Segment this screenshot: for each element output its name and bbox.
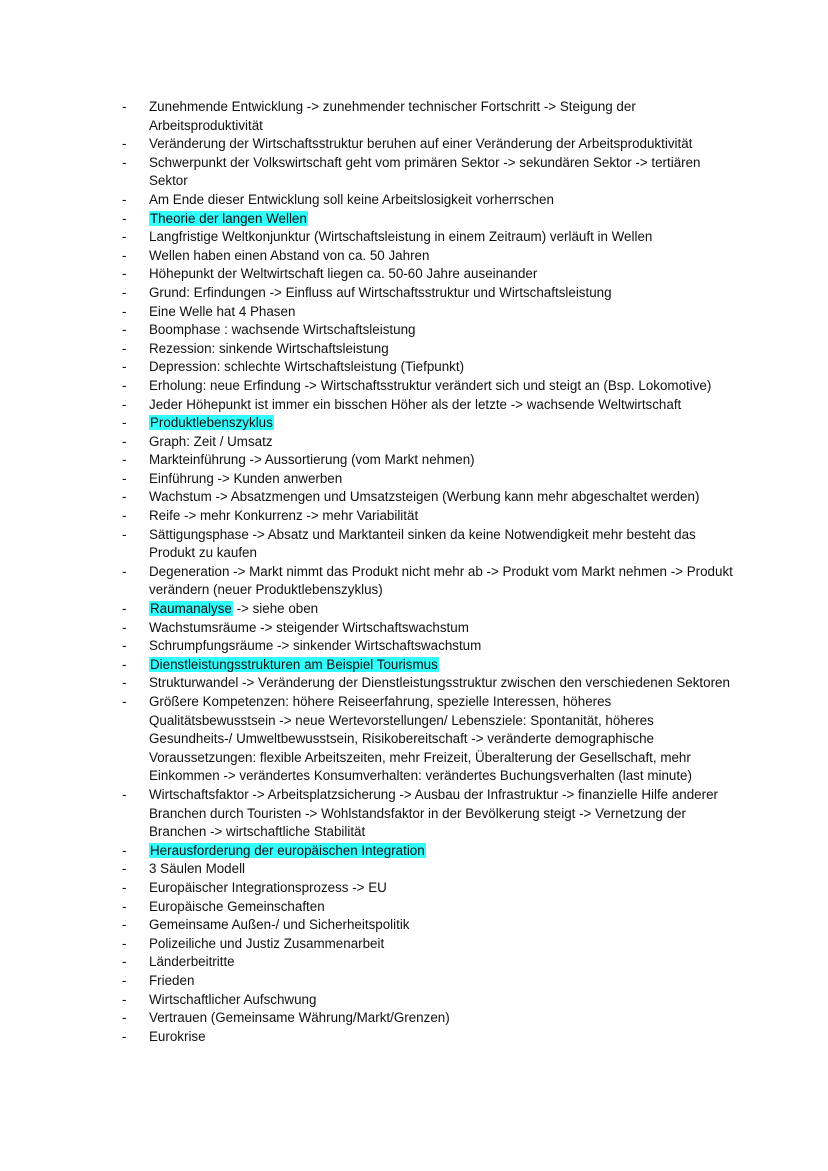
bullet-dash: - <box>122 861 127 877</box>
list-item <box>118 284 738 303</box>
bullet-dash: - <box>122 935 127 951</box>
bullet-dash: - <box>122 99 127 114</box>
item-text: Sättigungsphase -> Absatz und Marktanteil sinken da keine Notwendigkeit mehr besteht das Produkt zu kaufen <box>149 526 696 561</box>
list-item <box>118 358 738 377</box>
list-item <box>118 526 738 563</box>
item-text: Am Ende dieser Entwicklung soll keine Arbeitslosigkeit vorherrschen <box>149 191 554 207</box>
list-item <box>118 470 738 489</box>
list-item <box>118 693 738 786</box>
bullet-dash: - <box>122 1010 127 1026</box>
bullet-dash: - <box>122 917 127 933</box>
list-item <box>118 191 738 210</box>
item-text: Höhepunkt der Weltwirtschaft liegen ca. 50-60 Jahre auseinander <box>149 266 538 282</box>
bullet-dash: - <box>122 972 127 988</box>
item-text: Langfristige Weltkonjunktur (Wirtschaftsleistung in einem Zeitraum) verläuft in Wellen <box>149 229 653 245</box>
item-text: Erholung: neue Erfindung -> Wirtschaftsstruktur verändert sich und steigt an (Bsp. Lokomotive) <box>149 377 712 393</box>
bullet-dash: - <box>122 991 127 1007</box>
bullet-dash: - <box>122 359 127 375</box>
item-text: Vertrauen (Gemeinsame Währung/Markt/Grenzen) <box>149 1010 450 1026</box>
bullet-dash: - <box>122 526 127 542</box>
bullet-dash: - <box>122 396 127 412</box>
item-text: Schwerpunkt der Volkswirtschaft geht vom primären Sektor -> sekundären Sektor -> tertiären Sektor <box>149 154 701 189</box>
item-text: Zunehmende Entwicklung -> zunehmender technischer Fortschritt -> Steigung der Arbeitsproduktivität <box>149 99 636 133</box>
item-text: Wirtschaftsfaktor -> Arbeitsplatzsicherung -> Ausbau der Infrastruktur -> finanzielle Hilfe anderer Branchen durch Touristen -> Wohlstandsfaktor in der Bevölkerung steigt -> Vernetzung der Branchen -> wirtschaftliche Stabilität <box>149 786 718 840</box>
bullet-dash: - <box>122 229 127 245</box>
bullet-dash: - <box>122 452 127 468</box>
bullet-dash: - <box>122 842 127 858</box>
item-text: Degeneration -> Markt nimmt das Produkt nicht mehr ab -> Produkt vom Markt nehmen -> Produkt verändern (neuer Produktlebenszyklus) <box>149 563 733 598</box>
list-item <box>118 953 738 972</box>
highlighted-heading: Produktlebenszyklus <box>150 415 273 431</box>
heading-item <box>118 414 738 433</box>
list-item <box>118 340 738 359</box>
list-item <box>118 98 738 135</box>
bullet-dash: - <box>122 210 127 226</box>
bullet-dash: - <box>122 470 127 486</box>
item-text: Wellen haben einen Abstand von ca. 50 Jahren <box>149 247 430 263</box>
item-text: Boomphase : wachsende Wirtschaftsleistung <box>149 322 416 338</box>
bullet-dash: - <box>122 563 127 579</box>
item-text: Polizeiliche und Justiz Zusammenarbeit <box>149 935 385 951</box>
bullet-dash: - <box>122 619 127 635</box>
item-text: Depression: schlechte Wirtschaftsleistung (Tiefpunkt) <box>149 359 465 375</box>
item-text: Reife -> mehr Konkurrenz -> mehr Variabilität <box>149 508 419 524</box>
item-text: Gemeinsame Außen-/ und Sicherheitspolitik <box>149 917 410 933</box>
item-text: Einführung -> Kunden anwerben <box>149 470 343 486</box>
list-item <box>118 507 738 526</box>
item-text: Wirtschaftlicher Aufschwung <box>149 991 317 1007</box>
list-item <box>118 1028 738 1047</box>
bullet-dash: - <box>122 303 127 319</box>
bullet-dash: - <box>122 433 127 449</box>
bullet-dash: - <box>122 601 127 617</box>
bullet-dash: - <box>122 415 127 431</box>
highlighted-heading: Raumanalyse <box>150 601 232 617</box>
bullet-dash: - <box>122 675 127 691</box>
bullet-dash: - <box>122 1028 127 1044</box>
bullet-dash: - <box>122 694 127 709</box>
item-text: Graph: Zeit / Umsatz <box>149 433 273 449</box>
item-text: 3 Säulen Modell <box>149 861 246 877</box>
list-item <box>118 637 738 656</box>
bullet-dash: - <box>122 638 127 654</box>
item-text: Grund: Erfindungen -> Einfluss auf Wirtschaftsstruktur und Wirtschaftsleistung <box>149 284 612 300</box>
bullet-dash: - <box>122 284 127 300</box>
item-text: Wachstum -> Absatzmengen und Umsatzsteigen (Werbung kann mehr abgeschaltet werden) <box>149 489 700 505</box>
bullet-dash: - <box>122 898 127 914</box>
item-text: Jeder Höhepunkt ist immer ein bisschen Höher als der letzte -> wachsende Weltwirtschaft <box>149 396 682 412</box>
item-text: Länderbeitritte <box>149 954 235 970</box>
list-item <box>118 321 738 340</box>
list-item <box>118 433 738 452</box>
item-text: Eine Welle hat 4 Phasen <box>149 303 296 319</box>
list-item <box>118 265 738 284</box>
list-item <box>118 916 738 935</box>
highlighted-heading: Theorie der langen Wellen <box>150 210 307 226</box>
heading-item <box>118 842 738 861</box>
list-item <box>118 563 738 600</box>
bullet-dash: - <box>122 191 127 207</box>
item-text: Veränderung der Wirtschaftsstruktur beruhen auf einer Veränderung der Arbeitsproduktivität <box>149 136 693 152</box>
item-text: Wachstumsräume -> steigender Wirtschaftswachstum <box>149 619 469 635</box>
list-item <box>118 674 738 693</box>
bullet-dash: - <box>122 508 127 524</box>
heading-item <box>118 600 738 619</box>
list-item <box>118 451 738 470</box>
list-item <box>118 303 738 322</box>
list-item <box>118 154 738 191</box>
list-item <box>118 228 738 247</box>
item-text: Schrumpfungsräume -> sinkender Wirtschaftswachstum <box>149 638 482 654</box>
list-item <box>118 135 738 154</box>
item-text: Europäische Gemeinschaften <box>149 898 325 914</box>
list-item <box>118 972 738 991</box>
list-item <box>118 786 738 842</box>
item-text: Strukturwandel -> Veränderung der Dienstleistungsstruktur zwischen den verschiedenen Sektoren <box>149 675 730 691</box>
item-text: Eurokrise <box>149 1028 206 1044</box>
item-text: Rezession: sinkende Wirtschaftsleistung <box>149 340 389 356</box>
bullet-dash: - <box>122 136 127 152</box>
list-item <box>118 396 738 415</box>
highlighted-heading: Dienstleistungsstrukturen am Beispiel Tourismus <box>150 656 438 672</box>
list-item <box>118 619 738 638</box>
list-item <box>118 488 738 507</box>
heading-item <box>118 656 738 675</box>
list-item <box>118 1009 738 1028</box>
bullet-dash: - <box>122 266 127 282</box>
list-item <box>118 991 738 1010</box>
list-item <box>118 898 738 917</box>
bullet-dash: - <box>122 656 127 672</box>
item-text: -> siehe oben <box>232 601 319 617</box>
bullet-dash: - <box>122 340 127 356</box>
item-text: Größere Kompetenzen: höhere Reiseerfahrung, spezielle Interessen, höheres Qualitätsbewusstsein -> neue Wertevorstellungen/ Lebensziele: Spontanität, höheres Gesundheits-/ Umweltbewusstsein, Risikobereitschaft -> veränderte demographische Voraussetzungen: flexible Arbeitszeiten, mehr Freizeit, Überalterung der Gesellschaft, mehr Einkommen -> verändertes Konsumverhalten: verändertes Buchungsverhalten (last minute) <box>149 694 692 784</box>
item-text: Europäischer Integrationsprozess -> EU <box>149 879 387 895</box>
list-item <box>118 879 738 898</box>
item-text: Frieden <box>149 972 195 988</box>
bullet-dash: - <box>122 954 127 970</box>
list-item <box>118 247 738 266</box>
bullet-dash: - <box>122 322 127 338</box>
list-item <box>118 377 738 396</box>
bullet-dash: - <box>122 154 127 170</box>
bullet-dash: - <box>122 377 127 393</box>
list-item <box>118 860 738 879</box>
notes-list <box>118 98 738 1046</box>
highlighted-heading: Herausforderung der europäischen Integration <box>150 842 425 858</box>
list-item <box>118 935 738 954</box>
bullet-dash: - <box>122 786 127 802</box>
bullet-dash: - <box>122 489 127 505</box>
bullet-dash: - <box>122 879 127 895</box>
bullet-dash: - <box>122 247 127 263</box>
heading-item <box>118 210 738 229</box>
item-text: Markteinführung -> Aussortierung (vom Markt nehmen) <box>149 452 475 468</box>
